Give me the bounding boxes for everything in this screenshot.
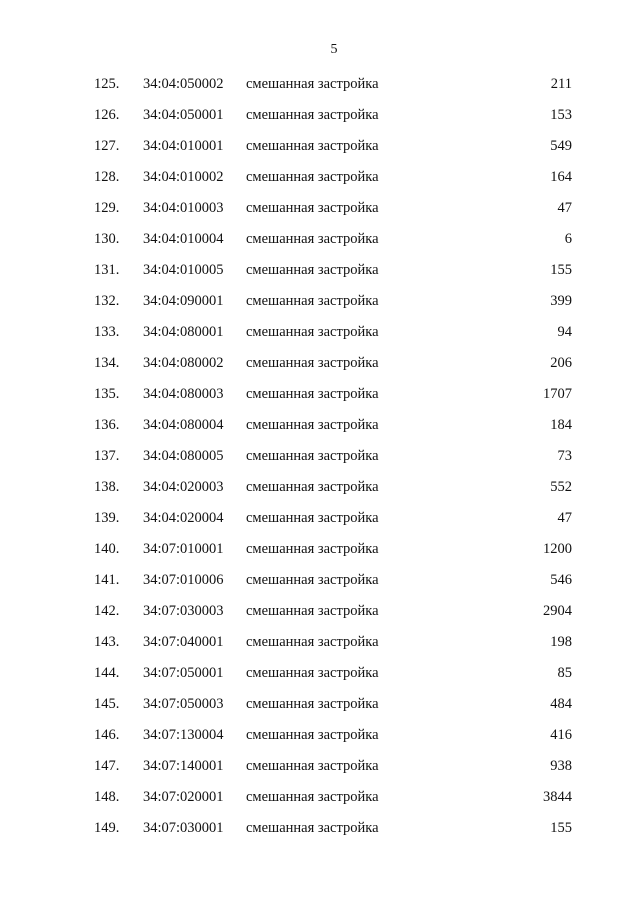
row-value: 549 <box>550 138 572 154</box>
development-type: смешанная застройка <box>246 324 379 340</box>
row-number: 125. <box>94 76 120 92</box>
cadastral-code: 34:07:050003 <box>143 696 224 712</box>
development-type: смешанная застройка <box>246 820 379 836</box>
table-row <box>0 692 640 723</box>
table-row <box>0 258 640 289</box>
row-value: 552 <box>550 479 572 495</box>
row-value: 47 <box>557 510 572 526</box>
row-number: 142. <box>94 603 120 619</box>
development-type: смешанная застройка <box>246 789 379 805</box>
table-row <box>0 351 640 382</box>
cadastral-code: 34:04:010004 <box>143 231 224 247</box>
development-type: смешанная застройка <box>246 448 379 464</box>
table-row <box>0 723 640 754</box>
row-number: 133. <box>94 324 120 340</box>
row-value: 153 <box>550 107 572 123</box>
development-type: смешанная застройка <box>246 231 379 247</box>
development-type: смешанная застройка <box>246 262 379 278</box>
cadastral-code: 34:07:010006 <box>143 572 224 588</box>
data-table <box>0 72 640 847</box>
cadastral-code: 34:04:080002 <box>143 355 224 371</box>
cadastral-code: 34:04:090001 <box>143 293 224 309</box>
table-row <box>0 320 640 351</box>
cadastral-code: 34:04:020003 <box>143 479 224 495</box>
row-value: 73 <box>557 448 572 464</box>
row-value: 155 <box>550 262 572 278</box>
table-row <box>0 289 640 320</box>
table-row <box>0 537 640 568</box>
cadastral-code: 34:04:080003 <box>143 386 224 402</box>
table-row <box>0 754 640 785</box>
table-row <box>0 382 640 413</box>
row-value: 3844 <box>543 789 572 805</box>
cadastral-code: 34:07:050001 <box>143 665 224 681</box>
cadastral-code: 34:04:020004 <box>143 510 224 526</box>
row-value: 155 <box>550 820 572 836</box>
row-value: 184 <box>550 417 572 433</box>
row-number: 139. <box>94 510 120 526</box>
development-type: смешанная застройка <box>246 107 379 123</box>
row-number: 146. <box>94 727 120 743</box>
cadastral-code: 34:04:010001 <box>143 138 224 154</box>
table-row <box>0 599 640 630</box>
development-type: смешанная застройка <box>246 479 379 495</box>
row-value: 6 <box>564 231 572 247</box>
cadastral-code: 34:07:020001 <box>143 789 224 805</box>
row-value: 198 <box>550 634 572 650</box>
page-number: 5 <box>330 42 338 57</box>
row-value: 94 <box>557 324 572 340</box>
table-row <box>0 785 640 816</box>
row-number: 126. <box>94 107 120 123</box>
table-row <box>0 816 640 847</box>
row-value: 416 <box>550 727 572 743</box>
row-number: 127. <box>94 138 120 154</box>
row-number: 130. <box>94 231 120 247</box>
row-value: 47 <box>557 200 572 216</box>
development-type: смешанная застройка <box>246 138 379 154</box>
cadastral-code: 34:04:010003 <box>143 200 224 216</box>
cadastral-code: 34:07:130004 <box>143 727 224 743</box>
table-row <box>0 196 640 227</box>
row-number: 136. <box>94 417 120 433</box>
cadastral-code: 34:07:010001 <box>143 541 224 557</box>
row-number: 132. <box>94 293 120 309</box>
development-type: смешанная застройка <box>246 758 379 774</box>
cadastral-code: 34:04:080001 <box>143 324 224 340</box>
development-type: смешанная застройка <box>246 200 379 216</box>
cadastral-code: 34:07:030001 <box>143 820 224 836</box>
row-value: 1707 <box>543 386 572 402</box>
row-value: 2904 <box>543 603 572 619</box>
table-row <box>0 134 640 165</box>
development-type: смешанная застройка <box>246 603 379 619</box>
row-number: 128. <box>94 169 120 185</box>
row-number: 149. <box>94 820 120 836</box>
table-row <box>0 506 640 537</box>
cadastral-code: 34:07:040001 <box>143 634 224 650</box>
row-value: 164 <box>550 169 572 185</box>
row-number: 144. <box>94 665 120 681</box>
development-type: смешанная застройка <box>246 417 379 433</box>
table-row <box>0 444 640 475</box>
row-number: 135. <box>94 386 120 402</box>
development-type: смешанная застройка <box>246 572 379 588</box>
row-number: 145. <box>94 696 120 712</box>
row-value: 484 <box>550 696 572 712</box>
development-type: смешанная застройка <box>246 76 379 92</box>
development-type: смешанная застройка <box>246 727 379 743</box>
row-number: 129. <box>94 200 120 216</box>
row-number: 140. <box>94 541 120 557</box>
table-row <box>0 630 640 661</box>
cadastral-code: 34:04:010002 <box>143 169 224 185</box>
row-value: 1200 <box>543 541 572 557</box>
development-type: смешанная застройка <box>246 634 379 650</box>
row-number: 143. <box>94 634 120 650</box>
row-number: 147. <box>94 758 120 774</box>
row-value: 211 <box>550 76 572 92</box>
table-row <box>0 227 640 258</box>
development-type: смешанная застройка <box>246 169 379 185</box>
cadastral-code: 34:07:030003 <box>143 603 224 619</box>
row-number: 137. <box>94 448 120 464</box>
cadastral-code: 34:04:080005 <box>143 448 224 464</box>
row-number: 131. <box>94 262 120 278</box>
table-row <box>0 72 640 103</box>
table-row <box>0 661 640 692</box>
row-number: 138. <box>94 479 120 495</box>
cadastral-code: 34:04:010005 <box>143 262 224 278</box>
table-row <box>0 103 640 134</box>
development-type: смешанная застройка <box>246 541 379 557</box>
row-number: 148. <box>94 789 120 805</box>
row-value: 546 <box>550 572 572 588</box>
development-type: смешанная застройка <box>246 665 379 681</box>
cadastral-code: 34:04:050002 <box>143 76 224 92</box>
cadastral-code: 34:04:050001 <box>143 107 224 123</box>
cadastral-code: 34:07:140001 <box>143 758 224 774</box>
row-number: 141. <box>94 572 120 588</box>
development-type: смешанная застройка <box>246 386 379 402</box>
development-type: смешанная застройка <box>246 696 379 712</box>
table-row <box>0 413 640 444</box>
development-type: смешанная застройка <box>246 293 379 309</box>
table-row <box>0 475 640 506</box>
row-value: 85 <box>557 665 572 681</box>
row-value: 938 <box>550 758 572 774</box>
row-value: 206 <box>550 355 572 371</box>
table-row <box>0 165 640 196</box>
development-type: смешанная застройка <box>246 510 379 526</box>
row-number: 134. <box>94 355 120 371</box>
table-row <box>0 568 640 599</box>
cadastral-code: 34:04:080004 <box>143 417 224 433</box>
row-value: 399 <box>550 293 572 309</box>
development-type: смешанная застройка <box>246 355 379 371</box>
